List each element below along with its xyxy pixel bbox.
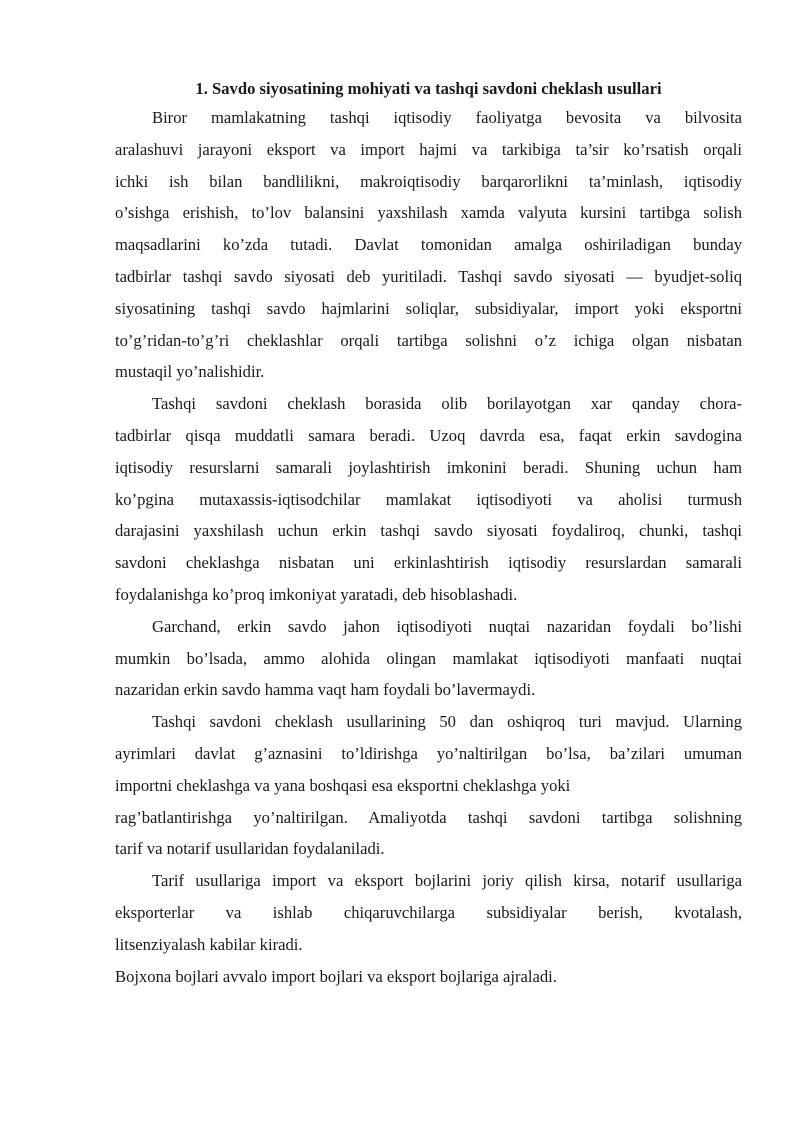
text-line: mumkin bo’lsada, ammo alohida olingan mamlakat iqtisodiyoti manfaati nuqtai: [115, 648, 742, 668]
paragraph-4: [115, 706, 742, 865]
text-line: savdoni cheklashga nisbatan uni erkinlashtirish iqtisodiy resurslardan samarali: [115, 553, 742, 573]
text-line: ko’pgina mutaxassis-iqtisodchilar mamlakat iqtisodiyoti va aholisi turmush: [115, 489, 742, 509]
text-line: Bojxona bojlari avvalo import bojlari va eksport bojlariga ajraladi.: [115, 966, 557, 986]
text-line: rag’batlantirishga yo’naltirilgan. Amaliyotda tashqi savdoni tartibga solishning: [115, 807, 742, 827]
text-line: importni cheklashga va yana boshqasi esa eksportni cheklashga yoki: [115, 775, 571, 795]
text-line: ayrimlari davlat g’aznasini to’ldirishga yo’naltirilgan bo’lsa, ba’zilari umuman: [115, 743, 742, 763]
text-line: Tashqi savdoni cheklash usullarining 50 dan oshiqroq turi mavjud. Ularning: [152, 712, 742, 732]
text-line: Tarif usullariga import va eksport bojlarini joriy qilish kirsa, notarif usullariga: [152, 871, 742, 891]
text-line: to’g’ridan-to’g’ri cheklashlar orqali tartibga solishni o’z ichiga olgan nisbatan: [115, 330, 742, 350]
text-line: tadbirlar tashqi savdo siyosati deb yuritiladi. Tashqi savdo siyosati — byudjet-soliq: [115, 266, 742, 286]
paragraph-6: [115, 961, 742, 993]
text-line: tarif va notarif usullaridan foydalaniladi.: [115, 839, 385, 859]
text-line: siyosatining tashqi savdo hajmlarini soliqlar, subsidiyalar, import yoki eksportni: [115, 298, 742, 318]
text-line: Garchand, erkin savdo jahon iqtisodiyoti nuqtai nazaridan foydali bo’lishi: [152, 616, 742, 636]
text-line: Biror mamlakatning tashqi iqtisodiy faoliyatga bevosita va bilvosita: [152, 108, 742, 127]
paragraph-5: [115, 865, 742, 960]
text-line: foydalanishga ko’proq imkoniyat yaratadi, deb hisoblashadi.: [115, 584, 518, 604]
paragraph-3: [115, 611, 742, 706]
text-line: litsenziyalash kabilar kiradi.: [115, 934, 303, 954]
text-line: iqtisodiy resurslarni samarali joylashtirish imkonini beradi. Shuning uchun ham: [115, 457, 742, 477]
text-line: maqsadlarini ko’zda tutadi. Davlat tomonidan amalga oshiriladigan bunday: [115, 235, 742, 255]
text-line: nazaridan erkin savdo hamma vaqt ham foydali bo’lavermaydi.: [115, 680, 536, 700]
text-line: mustaqil yo’nalishidir.: [115, 362, 265, 382]
text-line: darajasini yaxshilash uchun erkin tashqi savdo siyosati foydaliroq, chunki, tashqi: [115, 521, 742, 541]
text-line: eksporterlar va ishlab chiqaruvchilarga subsidiyalar berish, kvotalash,: [115, 902, 742, 922]
section-title: 1. Savdo siyosatining mohiyati va tashqi savdoni cheklash usullari: [195, 79, 662, 98]
text-line: aralashuvi jarayoni eksport va import hajmi va tarkibiga ta’sir ko’rsatish orqali: [115, 139, 742, 159]
paragraph-2: [115, 388, 742, 611]
text-line: ichki ish bilan bandlilikni, makroiqtisodiy barqarorlikni ta’minlash, iqtisodiy: [115, 171, 742, 191]
document-page: [115, 0, 742, 992]
text-line: Tashqi savdoni cheklash borasida olib borilayotgan xar qanday chora-: [152, 394, 742, 414]
text-line: o’sishga erishish, to’lov balansini yaxshilash xamda valyuta kursini tartibga solish: [115, 203, 742, 223]
paragraph-1: [115, 102, 742, 388]
text-line: tadbirlar qisqa muddatli samara beradi. Uzoq davrda esa, faqat erkin savdogina: [115, 425, 742, 445]
